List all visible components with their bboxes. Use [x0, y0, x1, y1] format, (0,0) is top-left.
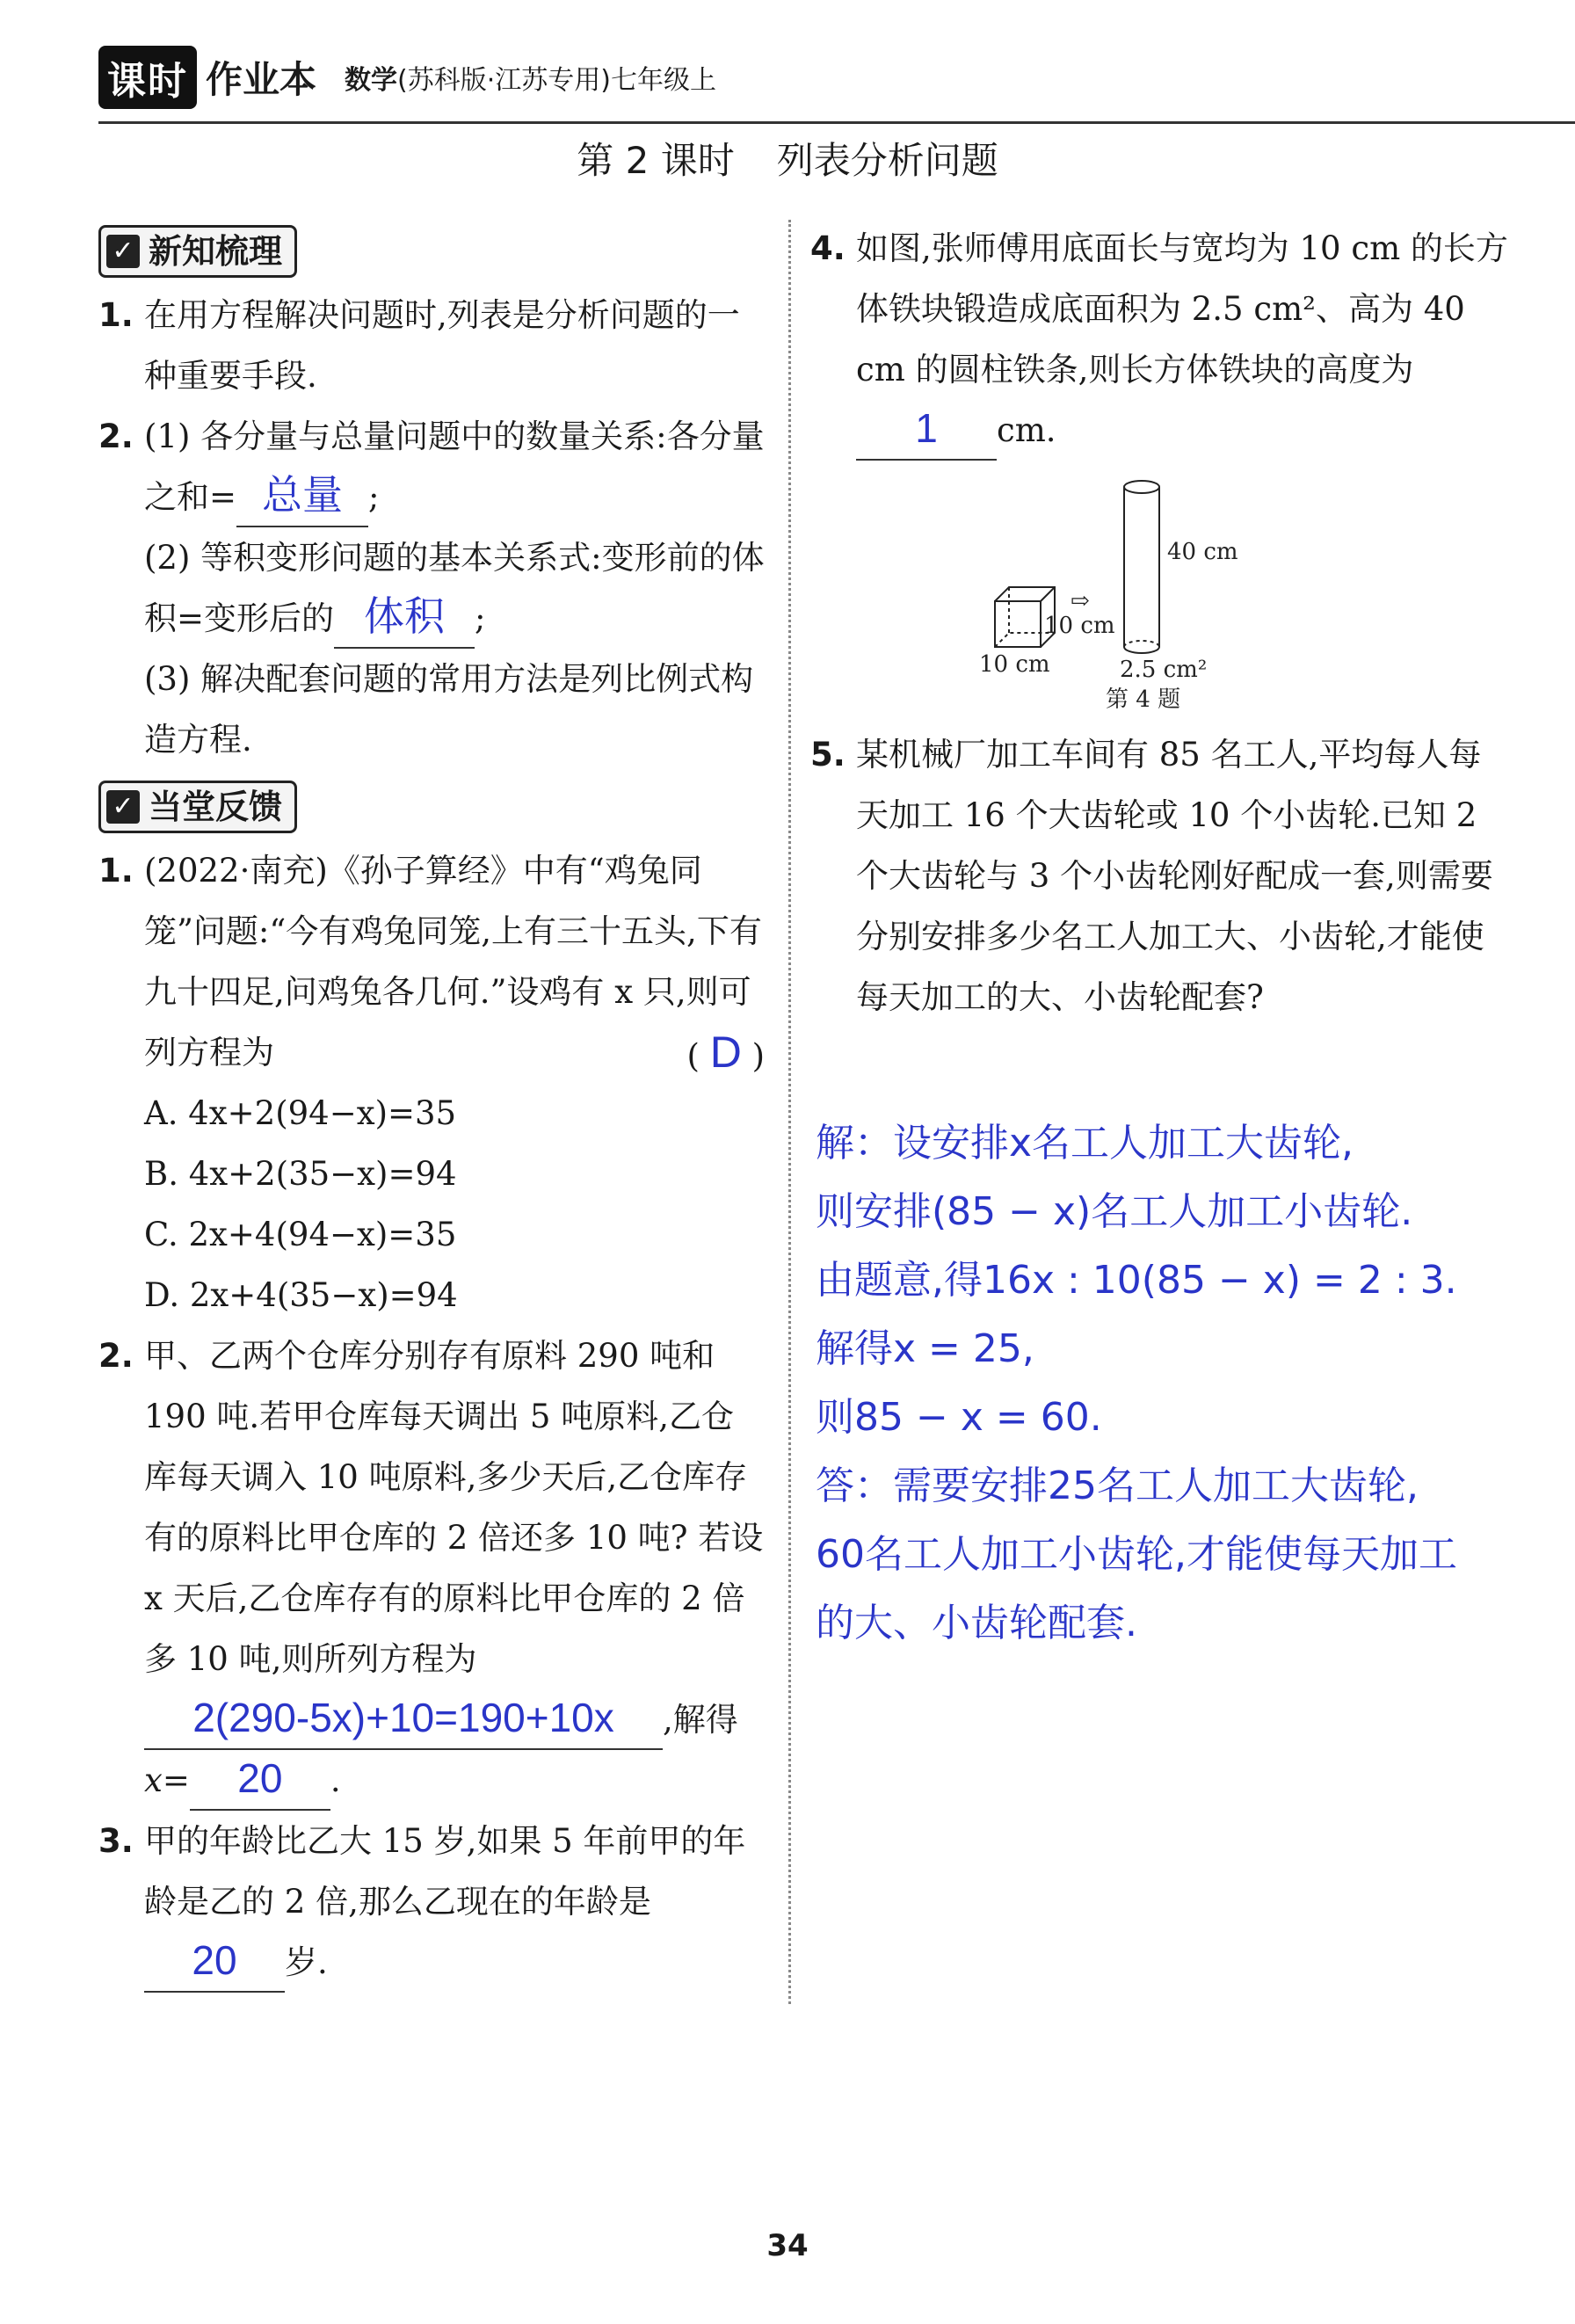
question-number: 5.: [810, 736, 846, 773]
solution-line-2: 则安排(85 − x)名工人加工小齿轮.: [816, 1189, 1413, 1234]
answer-blank[interactable]: [144, 1696, 663, 1750]
punct: ;: [368, 478, 380, 516]
figure-caption: 第 4 题: [1106, 686, 1181, 713]
logo-mark: 课时: [98, 46, 197, 109]
logo-text: 作业本: [206, 58, 317, 101]
solve-label: ,解得: [663, 1701, 738, 1739]
label-area: 2.5 cm²: [1120, 657, 1208, 683]
book-subject: 数学: [345, 65, 398, 96]
check-icon: ✓: [106, 790, 140, 824]
solution-line-8: 的大、小齿轮配套.: [816, 1601, 1137, 1645]
feedback-question-2: [98, 1325, 765, 1811]
knowledge-item-2: [98, 406, 765, 770]
header-divider: [98, 121, 1575, 124]
question-number: 2.: [98, 1337, 134, 1375]
option-c: C. 2x+4(94−x)=35: [144, 1216, 457, 1253]
question-number: 3.: [98, 1822, 134, 1860]
item-number: 1.: [98, 296, 134, 334]
handwritten-solution: [816, 1109, 1563, 1658]
solution-line-5: 则85 − x = 60.: [816, 1395, 1102, 1440]
unit: 岁.: [285, 1943, 328, 1981]
cube-cylinder-diagram: [793, 461, 1496, 724]
label-width: 10 cm: [979, 651, 1050, 678]
column-divider: [788, 220, 791, 2004]
book-detail: (苏科版·江苏专用)七年级上: [397, 65, 716, 96]
answer-blank[interactable]: [144, 1937, 285, 1993]
left-column: [98, 218, 765, 1993]
paren-left: (: [686, 1037, 700, 1075]
item-part-1: (1) 各分量与总量问题中的数量关系:各分量之和=: [144, 418, 765, 516]
solution-line-6: 答：需要安排25名工人加工大齿轮,: [816, 1463, 1419, 1508]
knowledge-item-1: [98, 285, 765, 406]
punct: .: [330, 1761, 341, 1799]
book-info: [345, 58, 716, 97]
answer-blank[interactable]: [334, 593, 475, 649]
answer-paren: [686, 1022, 765, 1086]
option-d: D. 2x+4(35−x)=94: [144, 1276, 458, 1314]
feedback-question-1: [98, 840, 765, 1083]
solution-line-7: 60名工人加工小齿轮,才能使每天加工: [816, 1532, 1457, 1577]
item-text: 在用方程解决问题时,列表是分析问题的一种重要手段.: [144, 296, 740, 395]
x-answer: 20: [237, 1755, 283, 1801]
question-text: 甲、乙两个仓库分别存有原料 290 吨和 190 吨.若甲仓库每天调出 5 吨原料,乙仓库每天调入 10 吨原料,多少天后,乙仓库存有的原料比甲仓库的 2 倍还多 10 吨? 若设 x 天后,乙仓库存有的原料比甲仓库的 2 倍多 10 吨,则所列方程为: [144, 1337, 764, 1678]
lesson-title: [0, 132, 1575, 185]
header: [98, 46, 716, 109]
cylinder-shape: [1124, 481, 1159, 653]
lesson-name: 列表分析问题: [776, 139, 998, 182]
option-b: B. 4x+2(35−x)=94: [144, 1155, 457, 1193]
question-text: 某机械厂加工车间有 85 名工人,平均每人每天加工 16 个大齿轮或 10 个小齿轮.已知 2 个大齿轮与 3 个小齿轮刚好配成一套,则需要分别安排多少名工人加工大、小齿轮,才能使每天加工的大、小齿轮配套?: [856, 736, 1493, 1016]
question-text: (2022·南充)《孙子算经》中有“鸡兔同笼”问题:“今有鸡兔同笼,上有三十五头,下有九十四足,问鸡兔各几何.”设鸡有 x 只,则可列方程为: [144, 852, 762, 1071]
solution-line-4: 解得x = 25,: [816, 1326, 1034, 1371]
question-text: 甲的年龄比乙大 15 岁,如果 5 年前甲的年龄是乙的 2 倍,那么乙现在的年龄是: [144, 1822, 746, 1921]
punct: ;: [475, 599, 486, 637]
section-feedback: [98, 781, 297, 833]
section-label: 当堂反馈: [149, 787, 283, 826]
question-4: [810, 218, 1513, 461]
lesson-number: 第 2 课时: [577, 139, 735, 182]
paren-right: ): [751, 1037, 765, 1075]
unit: cm.: [997, 411, 1056, 449]
solution-line-3: 由题意,得16x : 10(85 − x) = 2 : 3.: [816, 1258, 1457, 1303]
choice-answer: D: [709, 1028, 742, 1077]
x-label: x=: [144, 1761, 190, 1799]
question-text: 如图,张师傅用底面长与宽均为 10 cm 的长方体铁块锻造成底面积为 2.5 cm²、高为 40 cm 的圆柱铁条,则长方体铁块的高度为: [856, 229, 1508, 389]
solution-line-1: 解：设安排x名工人加工大齿轮,: [816, 1121, 1354, 1166]
answer-blank[interactable]: [236, 472, 368, 527]
feedback-question-3: [98, 1811, 765, 1993]
section-new-knowledge: [98, 225, 297, 278]
question-number: 4.: [810, 229, 846, 267]
section-label: 新知梳理: [149, 231, 283, 271]
answer-blank[interactable]: [856, 405, 997, 461]
question-number: 1.: [98, 852, 134, 890]
label-depth: 10 cm: [1044, 613, 1115, 639]
answer-blank[interactable]: [190, 1755, 330, 1811]
question-5: [810, 724, 1513, 1028]
logo: [98, 46, 316, 109]
item-part-2: (2) 等积变形问题的基本关系式:变形前的体积=变形后的: [144, 539, 765, 637]
answer-volume: 体积: [364, 593, 446, 639]
figure-4: [793, 461, 1513, 724]
label-height: 40 cm: [1167, 539, 1238, 565]
answer-total: 总量: [262, 472, 344, 518]
height-answer: 1: [915, 405, 938, 451]
right-column: [810, 218, 1513, 1028]
item-part-3: (3) 解决配套问题的常用方法是列比例式构造方程.: [144, 660, 754, 759]
item-number: 2.: [98, 418, 134, 455]
check-icon: ✓: [106, 235, 140, 268]
page-number: 34: [766, 2228, 809, 2263]
arrow-icon: ⇨: [1071, 588, 1090, 614]
equation-answer: 2(290-5x)+10=190+10x: [192, 1695, 614, 1740]
age-answer: 20: [192, 1937, 237, 1983]
option-a: A. 4x+2(94−x)=35: [144, 1094, 457, 1132]
